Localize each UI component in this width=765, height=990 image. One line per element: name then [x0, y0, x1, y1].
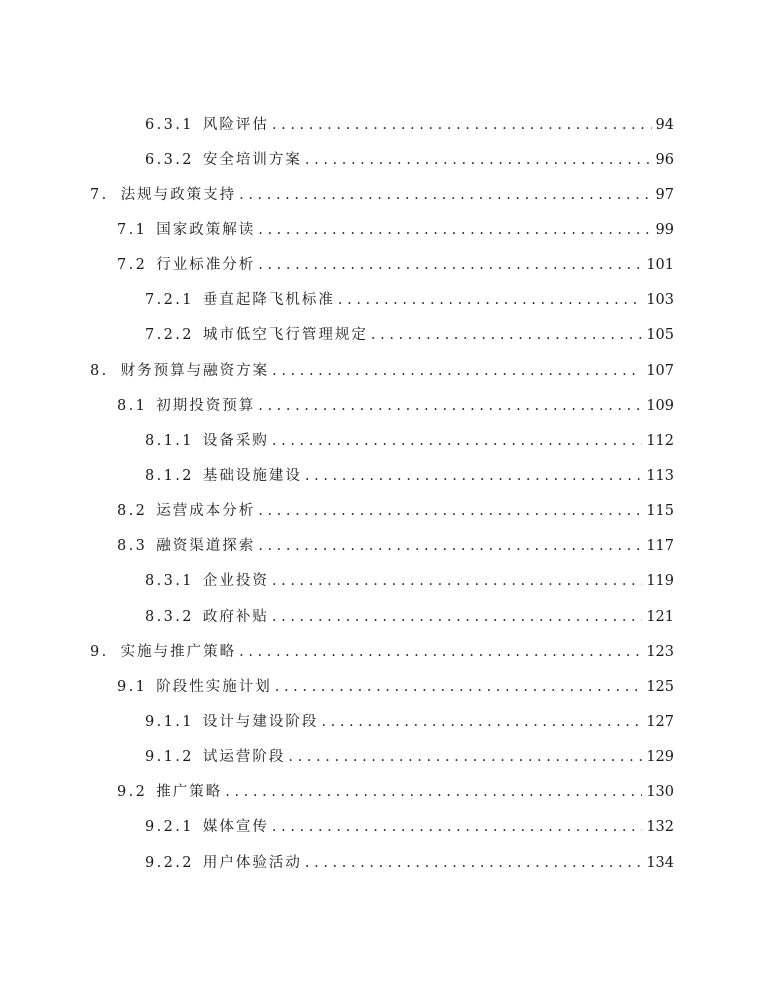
- toc-entry[interactable]: [0, 599, 765, 634]
- toc-section-number: 9.2: [117, 784, 148, 801]
- toc-section-number: 7.2.1: [145, 292, 194, 309]
- toc-section-title: 基础设施建设: [202, 467, 302, 484]
- toc-entry[interactable]: [0, 107, 765, 142]
- toc-section-title: 融资渠道探索: [156, 538, 256, 555]
- toc-page-number: 134: [646, 854, 674, 871]
- toc-page-number: 132: [646, 819, 674, 836]
- toc-section-title: 垂直起降飞机标准: [202, 292, 335, 309]
- toc-section-title: 安全培训方案: [202, 151, 302, 168]
- toc-entry[interactable]: [0, 494, 765, 529]
- toc-dot-leader: [305, 854, 642, 872]
- toc-entry[interactable]: [0, 212, 765, 247]
- toc-entry[interactable]: [0, 142, 765, 177]
- toc-dot-leader: [338, 291, 642, 309]
- toc-page-number: 130: [646, 784, 674, 801]
- toc-dot-leader: [258, 397, 642, 415]
- toc-section-title: 媒体宣传: [202, 819, 269, 836]
- toc-dot-leader: [305, 151, 652, 169]
- toc-section-number: 8.3: [117, 538, 148, 555]
- toc-section-title: 用户体验活动: [202, 854, 302, 871]
- toc-page-number: 125: [646, 678, 674, 695]
- toc-page-number: 127: [646, 713, 674, 730]
- toc-dot-leader: [258, 502, 642, 520]
- table-of-contents: [0, 107, 765, 880]
- toc-entry[interactable]: [0, 775, 765, 810]
- toc-entry[interactable]: [0, 810, 765, 845]
- toc-entry[interactable]: [0, 845, 765, 880]
- toc-section-number: 6.3.2: [145, 151, 194, 168]
- toc-section-title: 设计与建设阶段: [202, 713, 319, 730]
- toc-dot-leader: [288, 748, 642, 766]
- toc-section-number: 9.2.1: [145, 819, 194, 836]
- toc-dot-leader: [239, 186, 651, 204]
- toc-section-number: 7.2.2: [145, 327, 194, 344]
- toc-section-title: 行业标准分析: [156, 257, 256, 274]
- toc-dot-leader: [272, 432, 642, 450]
- toc-section-title: 城市低空飞行管理规定: [202, 327, 368, 344]
- toc-section-title: 阶段性实施计划: [156, 678, 272, 695]
- toc-entry[interactable]: [0, 283, 765, 318]
- toc-dot-leader: [225, 783, 642, 801]
- toc-section-number: 8.: [90, 362, 109, 379]
- toc-page-number: 121: [646, 608, 674, 625]
- toc-section-number: 6.3.1: [145, 116, 194, 133]
- toc-dot-leader: [272, 572, 642, 590]
- toc-page-number: 109: [646, 397, 674, 414]
- toc-entry[interactable]: [0, 740, 765, 775]
- toc-page-number: 103: [646, 292, 674, 309]
- toc-section-number: 8.1.1: [145, 432, 194, 449]
- toc-section-number: 8.3.1: [145, 573, 194, 590]
- toc-section-number: 9.1: [117, 678, 148, 695]
- toc-dot-leader: [239, 643, 642, 661]
- toc-section-title: 运营成本分析: [156, 503, 256, 520]
- toc-section-number: 8.1: [117, 397, 148, 414]
- toc-section-number: 8.1.2: [145, 467, 194, 484]
- toc-section-title: 实施与推广策略: [120, 643, 237, 660]
- toc-dot-leader: [305, 467, 642, 485]
- toc-page-number: 94: [655, 116, 674, 133]
- toc-dot-leader: [258, 537, 642, 555]
- toc-section-title: 设备采购: [202, 432, 269, 449]
- toc-page-number: 123: [646, 643, 674, 660]
- toc-section-title: 法规与政策支持: [120, 186, 237, 203]
- toc-dot-leader: [272, 362, 642, 380]
- toc-entry[interactable]: [0, 388, 765, 423]
- toc-section-number: 7.2: [117, 257, 148, 274]
- toc-page-number: 101: [646, 257, 674, 274]
- toc-section-number: 7.1: [117, 221, 148, 238]
- toc-page-number: 129: [646, 749, 674, 766]
- toc-page-number: 112: [646, 432, 674, 449]
- toc-entry[interactable]: [0, 177, 765, 212]
- toc-entry[interactable]: [0, 318, 765, 353]
- toc-section-title: 试运营阶段: [202, 749, 286, 766]
- toc-page-number: 115: [646, 503, 674, 520]
- toc-entry[interactable]: [0, 634, 765, 669]
- toc-entry[interactable]: [0, 564, 765, 599]
- toc-dot-leader: [258, 221, 651, 239]
- toc-entry[interactable]: [0, 458, 765, 493]
- toc-section-title: 国家政策解读: [156, 221, 256, 238]
- toc-dot-leader: [371, 326, 642, 344]
- toc-section-number: 9.: [90, 643, 109, 660]
- toc-page-number: 97: [655, 186, 674, 203]
- toc-section-title: 推广策略: [156, 784, 223, 801]
- toc-dot-leader: [272, 116, 652, 134]
- toc-entry[interactable]: [0, 423, 765, 458]
- toc-section-number: 8.3.2: [145, 608, 194, 625]
- toc-entry[interactable]: [0, 704, 765, 739]
- toc-section-title: 风险评估: [202, 116, 269, 133]
- toc-page-number: 113: [646, 467, 674, 484]
- toc-section-number: 9.1.1: [145, 713, 194, 730]
- toc-page-number: 117: [646, 538, 674, 555]
- toc-section-number: 7.: [90, 186, 109, 203]
- toc-section-number: 9.2.2: [145, 854, 194, 871]
- toc-dot-leader: [272, 818, 642, 836]
- toc-section-number: 9.1.2: [145, 749, 194, 766]
- toc-entry[interactable]: [0, 669, 765, 704]
- toc-page-number: 119: [646, 573, 674, 590]
- toc-page-number: 107: [646, 362, 674, 379]
- toc-dot-leader: [275, 678, 643, 696]
- toc-section-number: 8.2: [117, 503, 148, 520]
- toc-entry[interactable]: [0, 248, 765, 283]
- toc-page-number: 96: [655, 151, 674, 168]
- toc-entry[interactable]: [0, 353, 765, 388]
- toc-page-number: 105: [646, 327, 674, 344]
- toc-section-title: 政府补贴: [202, 608, 269, 625]
- toc-dot-leader: [321, 713, 642, 731]
- toc-section-title: 企业投资: [202, 573, 269, 590]
- toc-section-title: 财务预算与融资方案: [120, 362, 270, 379]
- toc-entry[interactable]: [0, 529, 765, 564]
- toc-page-number: 99: [655, 221, 674, 238]
- toc-dot-leader: [258, 256, 642, 274]
- toc-section-title: 初期投资预算: [156, 397, 256, 414]
- toc-dot-leader: [272, 608, 642, 626]
